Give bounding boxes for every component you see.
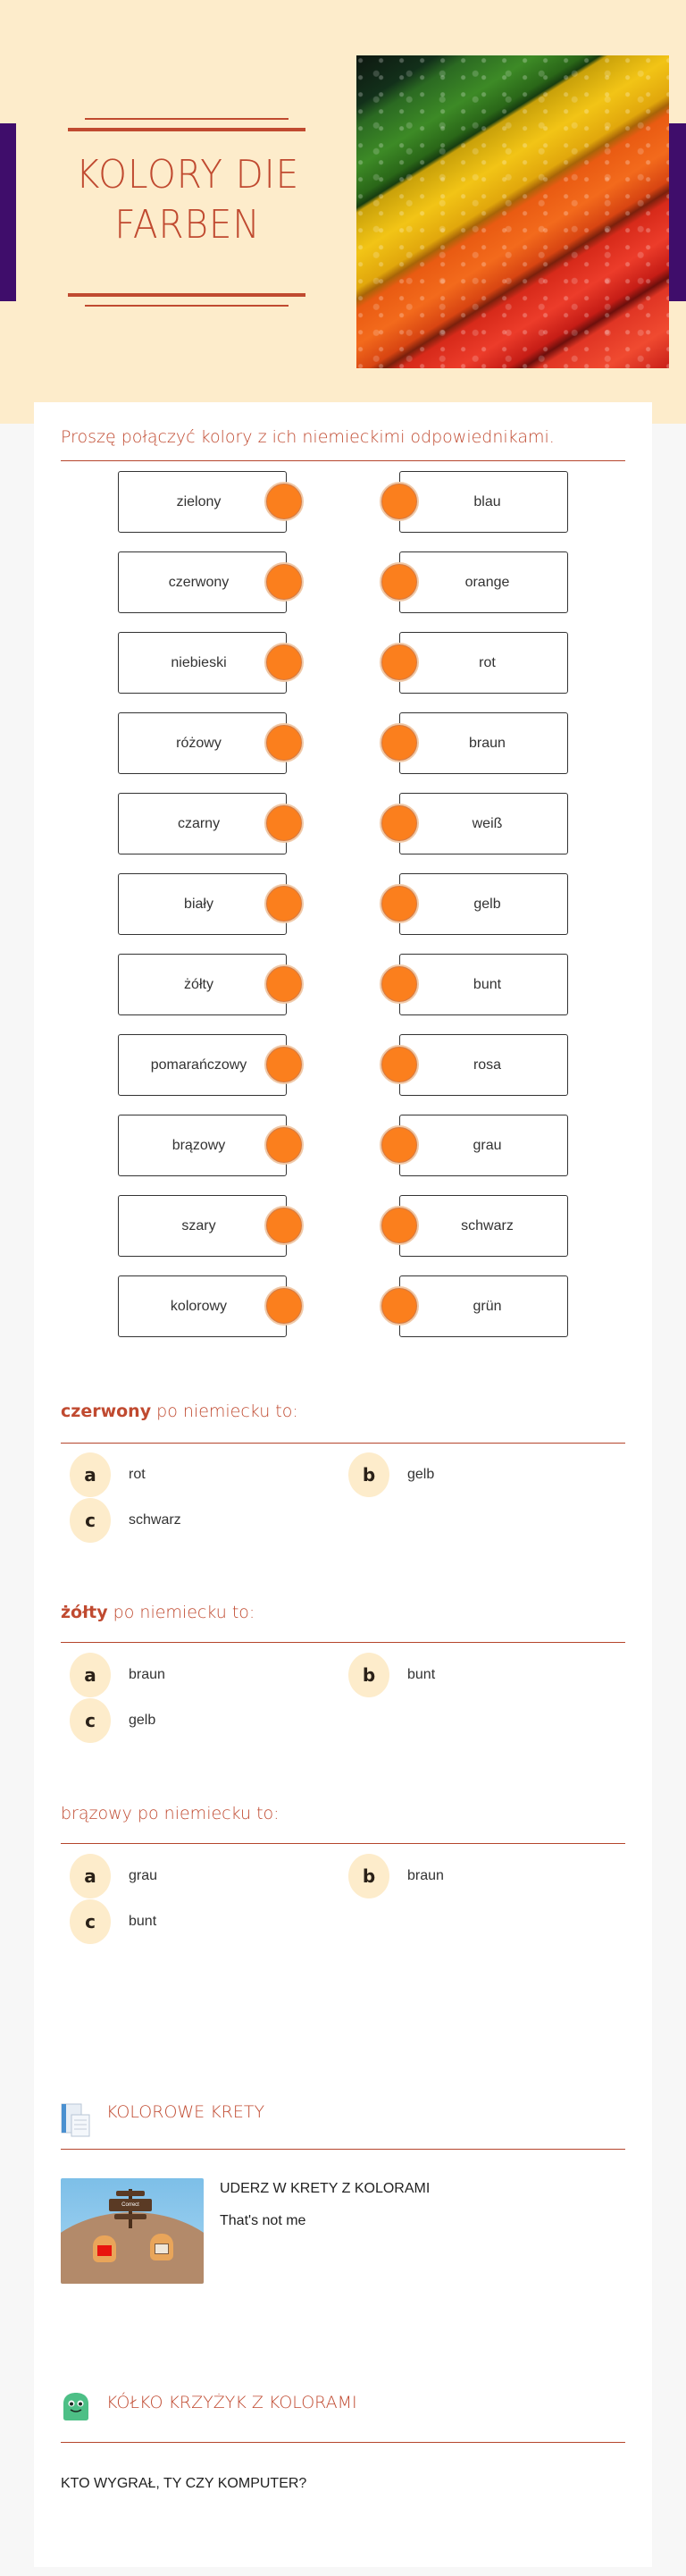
- question-2-option-a[interactable]: [70, 1654, 165, 1696]
- option-letter-badge: c: [70, 1498, 111, 1543]
- question-2-text: po niemiecku to:: [107, 1603, 255, 1622]
- match-right-label: braun: [469, 735, 506, 751]
- match-left-item[interactable]: [118, 873, 287, 935]
- question-1-option-c[interactable]: [70, 1500, 181, 1541]
- option-text: gelb: [129, 1713, 156, 1728]
- connector-dot-right[interactable]: [380, 562, 419, 602]
- match-right-item[interactable]: [399, 1034, 568, 1096]
- match-right-item[interactable]: [399, 1275, 568, 1337]
- match-left-label: szary: [181, 1217, 216, 1233]
- match-left-item[interactable]: [118, 551, 287, 613]
- accent-bar-left: [0, 123, 16, 301]
- match-right-item[interactable]: [399, 712, 568, 774]
- thumbnail-sign-main: Correct: [109, 2199, 152, 2211]
- match-left-item[interactable]: [118, 1275, 287, 1337]
- option-letter-badge: a: [70, 1854, 111, 1898]
- question-2-heading: [61, 1603, 255, 1622]
- option-letter-badge: b: [348, 1653, 389, 1697]
- question-1-keyword: czerwony: [61, 1402, 152, 1421]
- thumbnail-mole-left: [93, 2235, 116, 2262]
- match-left-item[interactable]: [118, 793, 287, 854]
- match-left-item[interactable]: [118, 712, 287, 774]
- page-title-line1: KOLORY DIE: [75, 152, 300, 198]
- option-text: gelb: [407, 1467, 435, 1482]
- match-right-item[interactable]: [399, 1195, 568, 1257]
- match-left-item[interactable]: [118, 471, 287, 533]
- match-right-item[interactable]: [399, 551, 568, 613]
- match-right-item[interactable]: [399, 632, 568, 694]
- connector-dot-left[interactable]: [264, 482, 304, 521]
- option-letter-badge: c: [70, 1698, 111, 1743]
- question-3-option-a[interactable]: [70, 1856, 157, 1897]
- document-icon: [61, 2102, 91, 2138]
- question-1-heading: [61, 1402, 298, 1421]
- connector-dot-right[interactable]: [380, 1045, 419, 1084]
- connector-dot-left[interactable]: [264, 804, 304, 843]
- match-right-item[interactable]: [399, 954, 568, 1015]
- page-title-line2: FARBEN: [114, 202, 261, 248]
- divider: [61, 460, 625, 461]
- connector-dot-left[interactable]: [264, 1286, 304, 1326]
- thumbnail-hill: [61, 2212, 204, 2284]
- question-2-keyword: żółty: [61, 1603, 108, 1622]
- match-left-label: niebieski: [171, 654, 227, 670]
- match-left-item[interactable]: [118, 954, 287, 1015]
- match-left-label: pomarańczowy: [150, 1056, 247, 1073]
- match-right-label: gelb: [473, 896, 501, 912]
- connector-dot-right[interactable]: [380, 482, 419, 521]
- option-text: bunt: [407, 1667, 436, 1682]
- match-left-item[interactable]: [118, 632, 287, 694]
- match-right-label: rot: [479, 654, 496, 670]
- match-right-label: grau: [473, 1137, 502, 1153]
- title-rule-bottom-thin: [85, 305, 289, 307]
- connector-dot-right[interactable]: [380, 643, 419, 682]
- divider: [61, 2442, 625, 2443]
- question-1-text: po niemiecku to:: [151, 1402, 298, 1421]
- connector-dot-left[interactable]: [264, 643, 304, 682]
- question-2-option-b[interactable]: [348, 1654, 435, 1696]
- connector-dot-right[interactable]: [380, 1286, 419, 1326]
- game2-heading: KÓŁKO KRZYŻYK Z KOLORAMI: [106, 2393, 357, 2412]
- match-right-label: rosa: [473, 1056, 502, 1073]
- game2-text: KTO WYGRAŁ, TY CZY KOMPUTER?: [61, 2476, 307, 2491]
- connector-dot-left[interactable]: [264, 1125, 304, 1165]
- game1-link-title[interactable]: UDERZ W KRETY Z KOLORAMI: [220, 2181, 431, 2196]
- option-text: braun: [407, 1868, 444, 1883]
- connector-dot-left[interactable]: [264, 1045, 304, 1084]
- match-right-label: blau: [473, 493, 501, 509]
- connector-dot-left[interactable]: [264, 964, 304, 1004]
- match-right-label: weiß: [472, 815, 503, 831]
- thumbnail-sign-top: [116, 2191, 145, 2196]
- option-text: bunt: [129, 1914, 157, 1929]
- question-2-option-c[interactable]: [70, 1700, 155, 1741]
- match-right-label: bunt: [473, 976, 502, 992]
- question-1-option-b[interactable]: [348, 1454, 434, 1495]
- content-card: [34, 402, 652, 2567]
- match-right-item[interactable]: [399, 1115, 568, 1176]
- title-rule-top-thick: [68, 128, 305, 131]
- thumbnail-sign-bottom: [114, 2214, 146, 2219]
- match-right-item[interactable]: [399, 471, 568, 533]
- question-3-option-c[interactable]: [70, 1901, 156, 1942]
- connector-dot-right[interactable]: [380, 723, 419, 762]
- match-left-label: kolorowy: [170, 1298, 228, 1314]
- option-letter-badge: a: [70, 1452, 111, 1497]
- match-right-item[interactable]: [399, 793, 568, 854]
- option-letter-badge: a: [70, 1653, 111, 1697]
- match-left-label: brązowy: [172, 1137, 226, 1153]
- divider: [61, 1642, 625, 1643]
- title-block: [49, 107, 326, 322]
- page-title: [60, 150, 314, 250]
- option-letter-badge: c: [70, 1899, 111, 1944]
- game1-thumbnail[interactable]: [61, 2178, 204, 2284]
- option-text: schwarz: [129, 1512, 181, 1528]
- match-left-item[interactable]: [118, 1034, 287, 1096]
- connector-dot-left[interactable]: [264, 723, 304, 762]
- match-left-label: czerwony: [168, 574, 230, 590]
- match-right-item[interactable]: [399, 873, 568, 935]
- match-right-label: schwarz: [461, 1217, 514, 1233]
- game1-heading: KOLOROWE KRETY: [106, 2102, 265, 2122]
- accent-bar-right: [669, 123, 686, 301]
- title-rule-top-thin: [85, 118, 289, 120]
- option-text: braun: [129, 1667, 165, 1682]
- question-3-keyword: brązowy: [61, 1804, 132, 1823]
- title-rule-bottom-thick: [68, 293, 305, 297]
- hero-banner: [0, 0, 686, 424]
- connector-dot-right[interactable]: [380, 1125, 419, 1165]
- connector-dot-left[interactable]: [264, 562, 304, 602]
- question-3-option-b[interactable]: [348, 1856, 444, 1897]
- match-left-item[interactable]: [118, 1115, 287, 1176]
- option-text: grau: [129, 1868, 158, 1883]
- option-letter-badge: b: [348, 1452, 389, 1497]
- divider: [61, 1443, 625, 1444]
- divider: [61, 1843, 625, 1844]
- question-3-heading: [61, 1804, 280, 1823]
- matching-instruction: Proszę połączyć kolory z ich niemieckimi odpowiednikami.: [61, 427, 555, 447]
- question-3-text: po niemiecku to:: [131, 1804, 280, 1823]
- connector-dot-left[interactable]: [264, 1206, 304, 1245]
- thumbnail-mole-right: [150, 2234, 173, 2260]
- connector-dot-right[interactable]: [380, 1206, 419, 1245]
- question-1-option-a[interactable]: [70, 1454, 146, 1495]
- match-left-label: żółty: [184, 976, 213, 992]
- match-left-label: różowy: [176, 735, 222, 751]
- match-left-label: biały: [184, 896, 213, 912]
- game1-description: That's not me: [220, 2213, 306, 2228]
- match-left-item[interactable]: [118, 1195, 287, 1257]
- hero-image-colored-pencils: [356, 55, 669, 368]
- match-left-label: zielony: [176, 493, 222, 509]
- match-right-label: orange: [464, 574, 510, 590]
- connector-dot-right[interactable]: [380, 804, 419, 843]
- connector-dot-right[interactable]: [380, 884, 419, 923]
- connector-dot-right[interactable]: [380, 964, 419, 1004]
- green-monster-icon: [61, 2391, 91, 2421]
- option-text: rot: [129, 1467, 146, 1482]
- option-letter-badge: b: [348, 1854, 389, 1898]
- match-left-label: czarny: [177, 815, 221, 831]
- divider: [61, 2149, 625, 2150]
- match-right-label: grün: [473, 1298, 502, 1314]
- connector-dot-left[interactable]: [264, 884, 304, 923]
